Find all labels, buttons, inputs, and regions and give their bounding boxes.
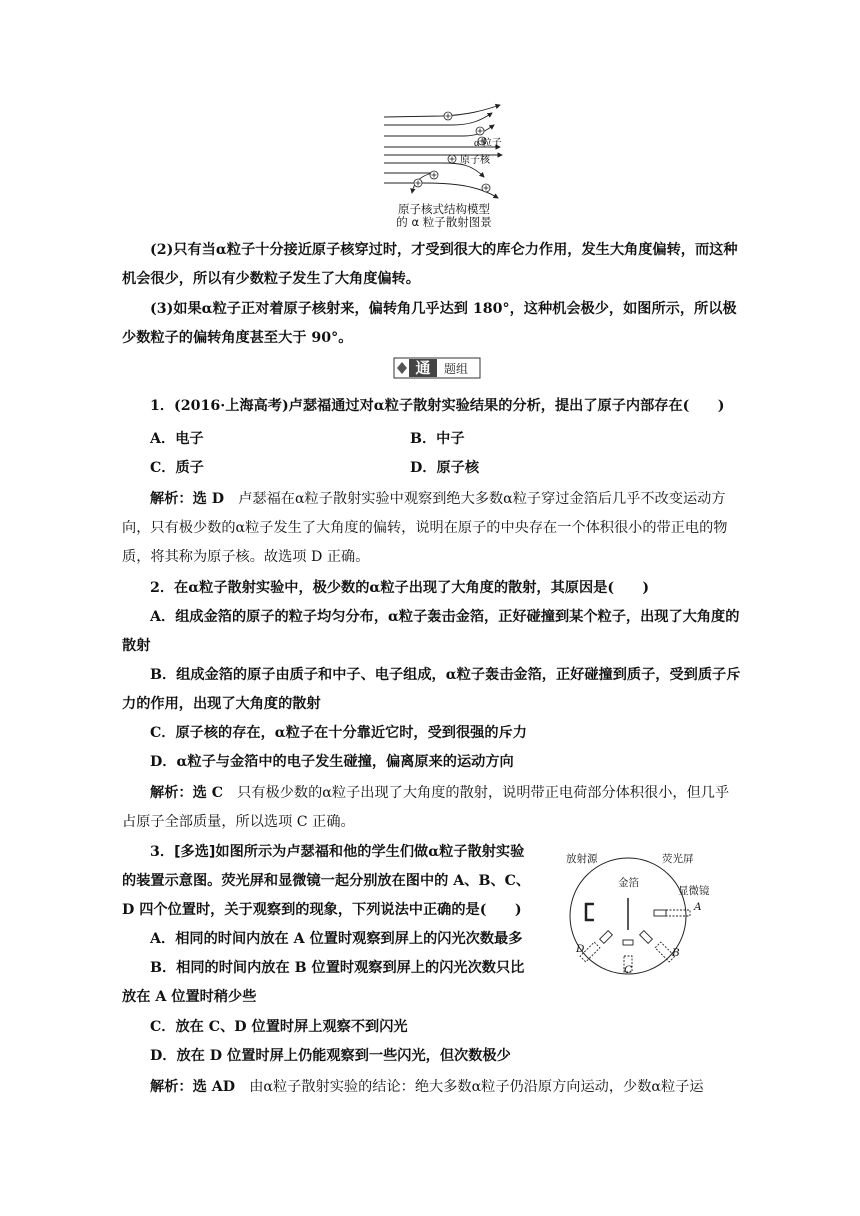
q3-tag: [多选] xyxy=(174,844,216,860)
q1-option-d: D．原子核 xyxy=(410,460,480,476)
q2-option-d: D．α粒子与金箔中的电子发生碰撞，偏离原来的运动方向 xyxy=(150,754,514,770)
q3-stem-line3: D 四个位置时，关于观察到的现象，下列说法中正确的是( ) xyxy=(122,902,522,918)
q3-analysis xyxy=(122,1073,742,1102)
scattering-diagram xyxy=(382,103,512,203)
q1-stem-text: )卢瑟福通过对α粒子散射实验结果的分析，提出了原子内部存在( ) xyxy=(281,398,725,414)
figure1-caption-line2: 的 α 粒子散射图景 xyxy=(396,215,492,229)
q1-source: 上海高考 xyxy=(225,398,282,414)
q3-option-b1: B．相同的时间内放在 B 位置时观察到屏上的闪光次数只比 xyxy=(150,960,525,976)
q3-option-d: D．放在 D 位置时屏上仍能观察到一些闪光，但次数极少 xyxy=(150,1048,511,1064)
badge-small-text: 题组 xyxy=(443,362,469,376)
section-badge xyxy=(393,357,481,379)
q3-option-c: C．放在 C、D 位置时屏上观察不到闪光 xyxy=(150,1019,408,1035)
q3-stem-line1: 3．[多选]如图所示为卢瑟福和他的学生们做α粒子散射实验 xyxy=(150,844,525,860)
nucleus-label: 原子核 xyxy=(460,155,490,166)
q2-stem: 2．在α粒子散射实验中，极少数的α粒子出现了大角度的散射，其原因是( ) xyxy=(150,580,650,596)
label-foil: 金箔 xyxy=(618,877,639,889)
q3-analysis-text: 由α粒子散射实验的结论：绝大多数α粒子仍沿原方向运动，少数α粒子运 xyxy=(235,1079,704,1095)
badge-big-text: 通 xyxy=(415,359,431,377)
q3-option-b2: 放在 A 位置时稍少些 xyxy=(122,989,257,1005)
q2-analysis xyxy=(122,779,742,837)
q1-option-b: B．中子 xyxy=(410,431,465,447)
q3-analysis-label: 解析：选 AD xyxy=(150,1079,236,1095)
q1-analysis xyxy=(122,485,742,572)
alpha-scattering-figure xyxy=(382,103,512,228)
q2-option-a: A．组成金箔的原子的粒子均匀分布，α粒子轰击金箔，正好碰撞到某个粒子，出现了大角度的散射 xyxy=(122,609,740,654)
label-b: B xyxy=(672,947,680,959)
q3-stem-line2: 的装置示意图。荧光屏和显微镜一起分别放在图中的 A、B、C、 xyxy=(122,873,531,889)
q2-analysis-label: 解析：选 C xyxy=(150,785,223,801)
apparatus-figure xyxy=(566,848,726,978)
q1-option-c: C．质子 xyxy=(150,460,204,476)
q2-analysis-text: 只有极少数的α粒子出现了大角度的散射，说明带正电荷部分体积很小，但几乎占原子全部质量，所以选项 C 正确。 xyxy=(122,785,730,830)
q1-analysis-text: 卢瑟福在α粒子散射实验中观察到绝大多数α粒子穿过金箔后几乎不改变运动方向，只有极少数的α粒子发生了大角度的偏转，说明在原子的中央存在一个体积很小的带正电的物质，将其称为原子核。故选项 D 正确。 xyxy=(122,491,728,565)
q1-option-a: A．电子 xyxy=(150,431,204,447)
label-d: D xyxy=(576,943,585,955)
paragraph-2: (2)只有当α粒子十分接近原子核穿过时，才受到很大的库仑力作用，发生大角度偏转，而这种机会很少，所以有少数粒子发生了大角度偏转。 xyxy=(122,242,738,287)
q1-number: 1．(2016· xyxy=(150,398,226,414)
label-a: A xyxy=(694,901,702,913)
label-screen: 荧光屏 xyxy=(662,853,694,865)
q2-option-b: B．组成金箔的原子由质子和中子、电子组成，α粒子轰击金箔，正好碰撞到质子，受到质子斥力的作用，出现了大角度的散射 xyxy=(122,667,741,712)
label-microscope: 显微镜 xyxy=(678,885,710,897)
q2-option-c: C．原子核的存在，α粒子在十分靠近它时，受到很强的斥力 xyxy=(150,725,527,741)
label-c: C xyxy=(624,964,633,976)
q1-stem xyxy=(122,392,742,421)
alpha-label: α 粒子 xyxy=(474,138,502,149)
figure1-caption-line1: 原子核式结构模型 xyxy=(398,202,490,216)
q3-option-a: A．相同的时间内放在 A 位置时观察到屏上的闪光次数最多 xyxy=(150,931,523,947)
q1-analysis-label: 解析：选 D xyxy=(150,491,224,507)
label-source: 放射源 xyxy=(566,853,598,865)
paragraph-3: (3)如果α粒子正对着原子核射来，偏转角几乎达到 180°，这种机会极少，如图所示，所以极少数粒子的偏转角度甚至大于 90°。 xyxy=(122,301,737,346)
source-shape xyxy=(586,904,594,920)
